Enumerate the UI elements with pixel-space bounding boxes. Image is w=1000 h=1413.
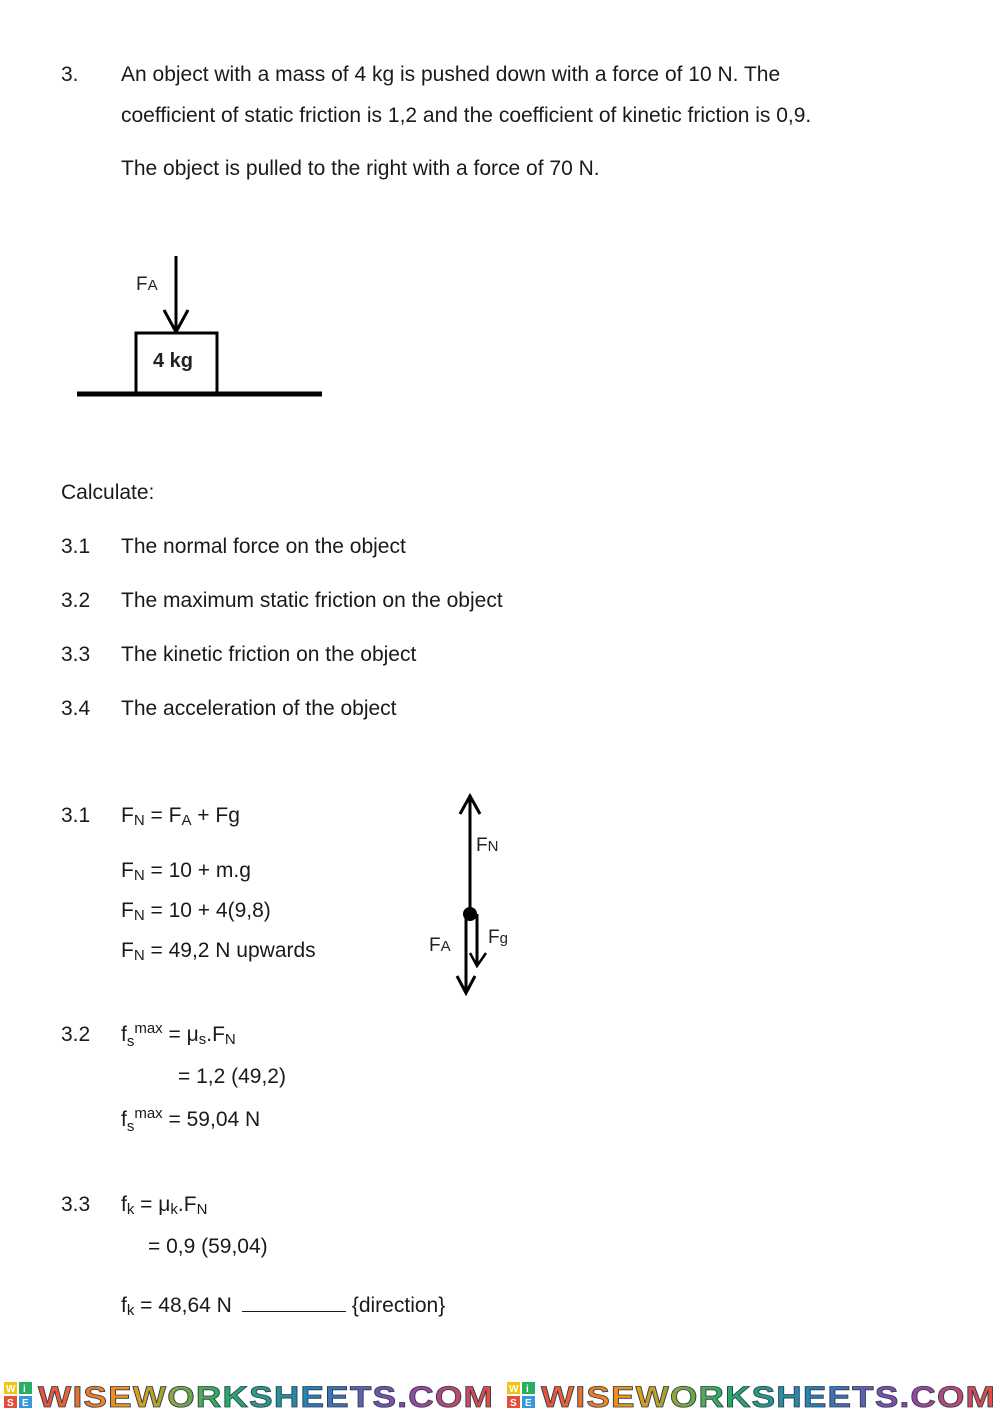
calc-item-text: The normal force on the object: [121, 535, 406, 558]
normal-force-label: FN: [476, 835, 499, 856]
answer-3-1-line-2: FN = 10 + m.g: [121, 859, 251, 884]
gravity-force-label: Fg: [488, 927, 508, 948]
answer-3-3-line-3: fk = 48,64 N {direction}: [121, 1294, 446, 1319]
calc-item-num: 3.2: [61, 589, 91, 612]
question-line-3: The object is pulled to the right with a force of 70 N.: [121, 157, 600, 180]
applied-force-label: FA: [429, 935, 451, 956]
svg-text:W: W: [509, 1384, 519, 1395]
svg-text:E: E: [525, 1398, 532, 1409]
svg-text:W: W: [6, 1384, 16, 1395]
calc-item-num: 3.4: [61, 697, 91, 720]
answer-3-3-line-2: = 0,9 (59,04): [148, 1235, 268, 1258]
svg-text:S: S: [510, 1398, 517, 1409]
answer-3-3-line-1: fk = μk.FN: [121, 1193, 208, 1218]
answer-3-1-num: 3.1: [61, 804, 91, 827]
box-force-diagram: [70, 250, 340, 410]
box-mass-label: 4 kg: [153, 350, 194, 372]
calc-item-text: The acceleration of the object: [121, 697, 397, 720]
question-line-1: An object with a mass of 4 kg is pushed down with a force of 10 N. The: [121, 63, 781, 86]
applied-force-label: FA: [136, 274, 158, 295]
answer-blank: [242, 1293, 346, 1312]
answer-3-1-line-3: FN = 10 + 4(9,8): [121, 899, 271, 924]
answer-3-2-num: 3.2: [61, 1023, 91, 1046]
question-line-2: coefficient of static friction is 1,2 and the coefficient of kinetic friction is 0,9.: [121, 104, 812, 127]
watermark-text-1: WISEWORKSHEETS.COM: [38, 1381, 494, 1413]
answer-3-3-num: 3.3: [61, 1193, 91, 1216]
calc-item-num: 3.3: [61, 643, 91, 666]
calc-item-num: 3.1: [61, 535, 91, 558]
watermark-text-2: WISEWORKSHEETS.COM: [541, 1381, 996, 1413]
calc-item-text: The maximum static friction on the object: [121, 589, 503, 612]
svg-text:S: S: [7, 1398, 14, 1409]
answer-3-1-line-4: FN = 49,2 N upwards: [121, 939, 316, 964]
wise-logo-icon: [507, 1382, 535, 1409]
svg-text:E: E: [22, 1398, 29, 1409]
svg-text:i: i: [526, 1384, 529, 1395]
answer-3-2-line-2: = 1,2 (49,2): [178, 1065, 286, 1088]
wise-logo-icon: [4, 1382, 32, 1409]
answer-3-1-line-1: FN = FA + Fg: [121, 804, 240, 829]
svg-text:i: i: [23, 1384, 26, 1395]
answer-3-2-line-1: $f_s^{max} = \mu s.FN$: [121, 1020, 236, 1050]
answer-3-2-line-3: $f_s^{max} = 59,04$ N: [121, 1105, 261, 1135]
question-number: 3.: [61, 63, 79, 86]
free-body-diagram: [420, 788, 530, 1003]
calculate-heading: Calculate:: [61, 481, 155, 504]
calc-item-text: The kinetic friction on the object: [121, 643, 417, 666]
footer-watermark: [0, 1376, 1000, 1413]
